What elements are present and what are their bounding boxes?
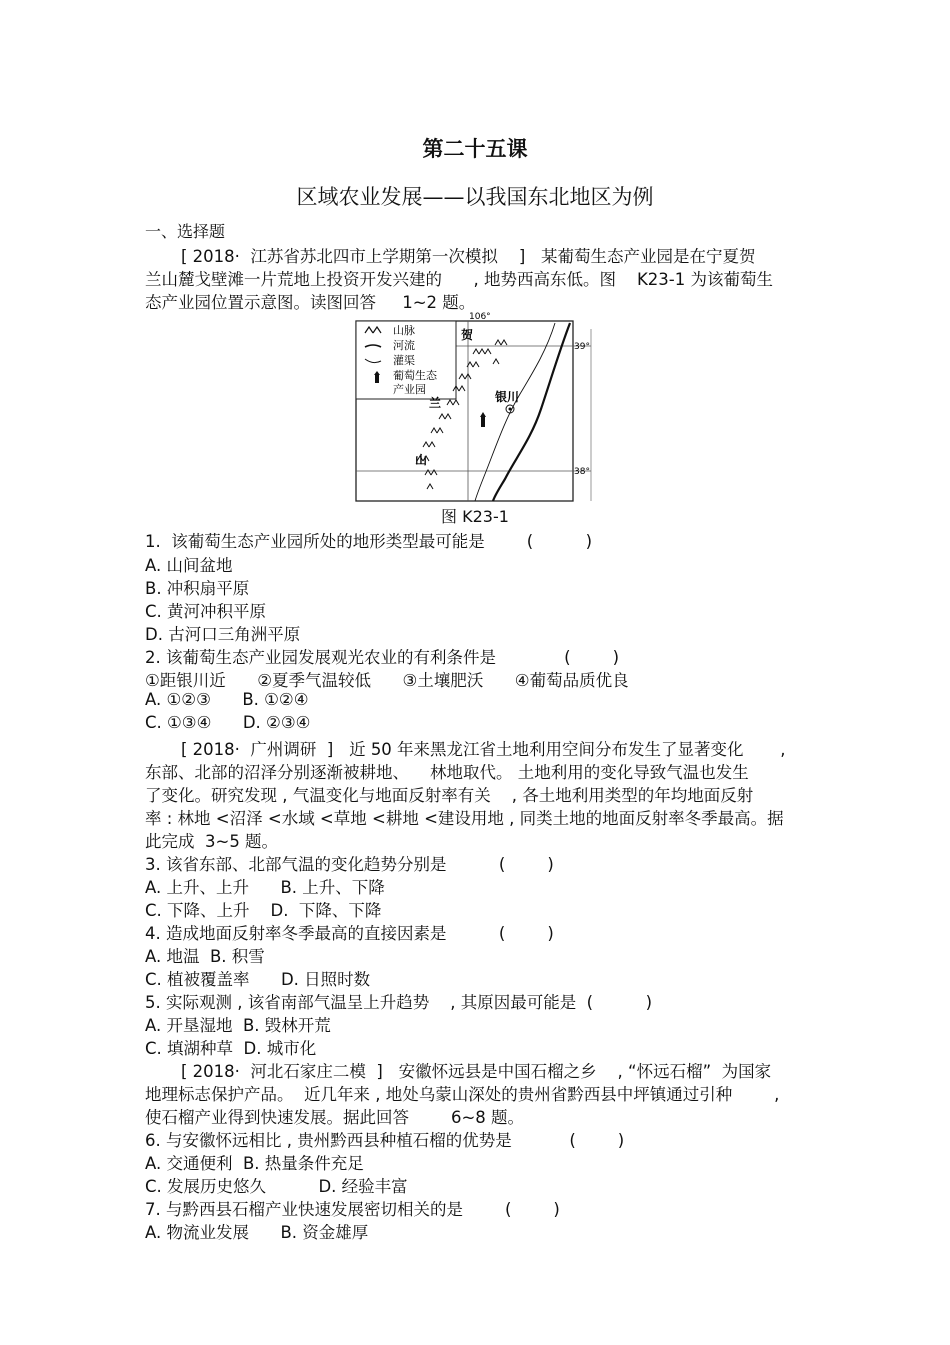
legend-park-label-2: 产业园: [393, 383, 426, 396]
city-label: 银川: [495, 390, 520, 404]
figure-caption: 图 K23-1: [441, 507, 509, 526]
passage2-line: 东部、北部的沼泽分别逐渐被耕地、 林地取代。 土地利用的变化导致气温也发生: [145, 763, 749, 782]
question-option: B. 冲积扇平原: [145, 579, 250, 598]
mountain-char-2: 兰: [429, 396, 442, 410]
latitude-label-top: 39°: [574, 342, 590, 352]
question-stem: 1. 该葡萄生态产业园所处的地形类型最可能是 ( ): [145, 532, 593, 551]
latitude-label-bottom: 38°: [574, 467, 590, 477]
longitude-label: 106°: [469, 312, 491, 322]
passage1-line: 兰山麓戈壁滩一片荒地上投资开发兴建的 , 地势西高东低。图 K23-1 为该葡萄生: [145, 270, 773, 289]
question-stem: 7. 与黔西县石榴产业快速发展密切相关的是 ( ): [145, 1200, 560, 1219]
passage3-line: [ 2018· 河北石家庄二模 ] 安徽怀远县是中国石榴之乡 , “怀远石榴” 为国家: [181, 1062, 772, 1081]
passage1-line: 态产业园位置示意图。读图回答 1~2 题。: [145, 293, 476, 312]
question-option: A. 地温 B. 积雪: [145, 947, 265, 966]
question-option: A. 开垦湿地 B. 毁林开荒: [145, 1016, 331, 1035]
location-map-figure: [355, 309, 592, 502]
question-option: C. 填湖种草 D. 城市化: [145, 1039, 317, 1058]
legend-mountain-label: 山脉: [393, 324, 415, 337]
question-option: C. 下降、上升 D. 下降、下降: [145, 901, 382, 920]
question-stem: 5. 实际观测 , 该省南部气温呈上升趋势 , 其原因最可能是 ( ): [145, 993, 653, 1012]
passage2-line: 了变化。研究发现 , 气温变化与地面反射率有关 , 各土地利用类型的年均地面反射: [145, 786, 754, 805]
question-statements: ①距银川近 ②夏季气温较低 ③土壤肥沃 ④葡萄品质优良: [145, 671, 629, 690]
lesson-subtitle: 区域农业发展——以我国东北地区为例: [296, 185, 654, 209]
question-option: A. 物流业发展 B. 资金雄厚: [145, 1223, 369, 1242]
question-option: A. 交通便利 B. 热量条件充足: [145, 1154, 364, 1173]
question-option: A. 上升、上升 B. 上升、下降: [145, 878, 385, 897]
legend-canal-label: 灌渠: [393, 354, 415, 367]
question-option: A. ①②③ B. ①②④: [145, 690, 309, 709]
passage3-line: 地理标志保护产品。 近几年来 , 地处乌蒙山深处的贵州省黔西县中坪镇通过引种 ,: [145, 1085, 780, 1104]
passage2-line: 此完成 3~5 题。: [145, 832, 279, 851]
question-stem: 3. 该省东部、北部气温的变化趋势分别是 ( ): [145, 855, 554, 874]
mountain-char-3: 山: [415, 453, 428, 467]
question-option: A. 山间盆地: [145, 556, 233, 575]
passage2-line: 率 : 林地 <沼泽 <水域 <草地 <耕地 <建设用地 , 同类土地的地面反射率冬季最高。据: [145, 809, 784, 828]
question-option: C. 发展历史悠久 D. 经验丰富: [145, 1177, 408, 1196]
section-heading: 一、选择题: [145, 222, 226, 241]
legend-park-label-1: 葡萄生态: [393, 369, 437, 382]
question-option: C. 黄河冲积平原: [145, 602, 267, 621]
passage2-line: [ 2018· 广州调研 ] 近 50 年来黑龙江省土地利用空间分布发生了显著变化 ,: [181, 740, 786, 759]
question-stem: 2. 该葡萄生态产业园发展观光农业的有利条件是 ( ): [145, 648, 620, 667]
question-option: C. ①③④ D. ②③④: [145, 713, 311, 732]
mountain-char-1: 贺: [461, 328, 474, 342]
question-stem: 6. 与安徽怀远相比 , 贵州黔西县种植石榴的优势是 ( ): [145, 1131, 625, 1150]
question-stem: 4. 造成地面反射率冬季最高的直接因素是 ( ): [145, 924, 554, 943]
passage3-line: 使石榴产业得到快速发展。据此回答 6~8 题。: [145, 1108, 525, 1127]
legend-river-label: 河流: [393, 339, 415, 352]
passage1-line: [ 2018· 江苏省苏北四市上学期第一次模拟 ] 某葡萄生态产业园是在宁夏贺: [181, 247, 756, 266]
question-option: D. 古河口三角洲平原: [145, 625, 301, 644]
question-option: C. 植被覆盖率 D. 日照时数: [145, 970, 371, 989]
lesson-title: 第二十五课: [422, 137, 528, 161]
